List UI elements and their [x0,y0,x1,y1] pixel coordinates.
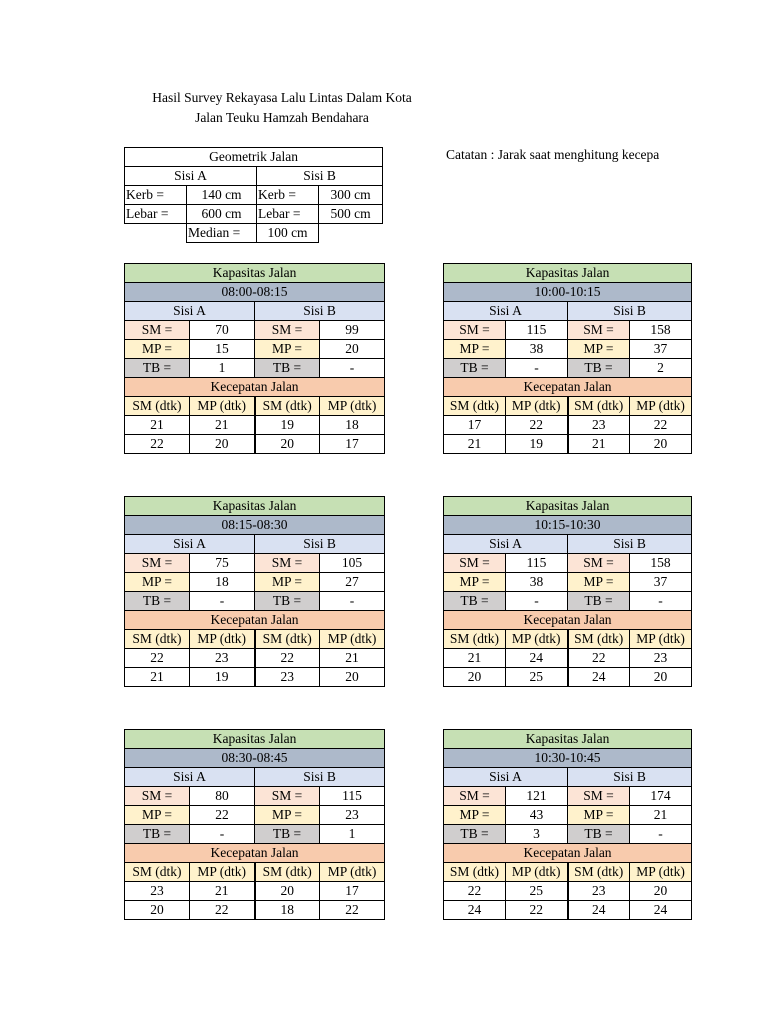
speed-cell: 24 [444,901,506,920]
side-a-header: Sisi A [125,535,255,554]
mp-value-a: 43 [506,806,568,825]
sm-value-a: 75 [190,554,255,573]
kecepatan-header: Kecepatan Jalan [125,844,385,863]
sm-label-b: SM = [568,321,630,340]
speed-cell: 21 [444,435,506,454]
speed-cell: 20 [255,435,320,454]
side-a-header: Sisi A [125,302,255,321]
tb-value-a: - [190,825,255,844]
kapasitas-header: Kapasitas Jalan [444,730,692,749]
sm-dtk-header-a: SM (dtk) [444,863,506,882]
tb-value-b: 2 [630,359,692,378]
mp-value-b: 20 [320,340,385,359]
side-a-header: Sisi A [444,768,568,787]
mp-value-b: 23 [320,806,385,825]
mp-row [125,573,385,592]
mp-label-a: MP = [125,340,190,359]
speed-cell: 21 [190,882,255,901]
mp-label-b: MP = [255,340,320,359]
tb-label-b: TB = [255,825,320,844]
speed-cell: 20 [320,668,385,687]
speed-cell: 23 [568,882,630,901]
speed-cell: 20 [190,435,255,454]
speed-row [125,901,385,920]
speed-row [444,901,692,920]
kecepatan-header: Kecepatan Jalan [125,611,385,630]
mp-row [444,573,692,592]
speed-cell: 22 [125,435,190,454]
kapasitas-header: Kapasitas Jalan [125,497,385,516]
speed-row [125,435,385,454]
geometry-table [124,147,383,243]
mp-dtk-header-a: MP (dtk) [190,630,255,649]
geometry-title: Geometrik Jalan [125,148,383,167]
sm-value-a: 115 [506,554,568,573]
tb-label-a: TB = [125,592,190,611]
sm-row [125,321,385,340]
time-range: 08:15-08:30 [125,516,385,535]
document-title: Hasil Survey Rekayasa Lalu Lintas Dalam Kota [152,90,412,105]
mp-value-a: 38 [506,573,568,592]
sm-label-a: SM = [125,321,190,340]
speed-row [125,649,385,668]
empty-cell [319,224,383,243]
lebar-label-b: Lebar = [257,205,319,224]
sm-dtk-header-b: SM (dtk) [568,397,630,416]
speed-cell: 22 [320,901,385,920]
speed-cell: 18 [320,416,385,435]
speed-cell: 23 [125,882,190,901]
sm-value-b: 105 [320,554,385,573]
speed-row [444,882,692,901]
mp-dtk-header-b: MP (dtk) [320,863,385,882]
kapasitas-header: Kapasitas Jalan [444,497,692,516]
mp-dtk-header-a: MP (dtk) [506,630,568,649]
sm-dtk-header-b: SM (dtk) [568,863,630,882]
side-a-header: Sisi A [444,302,568,321]
sm-value-b: 99 [320,321,385,340]
tb-value-a: - [506,592,568,611]
speed-cell: 22 [630,416,692,435]
sm-dtk-header-b: SM (dtk) [255,863,320,882]
sm-dtk-header-a: SM (dtk) [125,397,190,416]
side-b-header: Sisi B [568,768,692,787]
tb-label-b: TB = [568,592,630,611]
speed-cell: 24 [568,901,630,920]
speed-cell: 23 [568,416,630,435]
kecepatan-header: Kecepatan Jalan [444,378,692,397]
speed-cell: 19 [255,416,320,435]
sm-label-a: SM = [125,787,190,806]
speed-row [125,882,385,901]
tb-value-a: 3 [506,825,568,844]
sm-value-a: 70 [190,321,255,340]
sm-label-b: SM = [568,554,630,573]
sm-dtk-header-b: SM (dtk) [568,630,630,649]
kapasitas-header: Kapasitas Jalan [125,730,385,749]
sm-dtk-header-b: SM (dtk) [255,630,320,649]
speed-cell: 23 [255,668,320,687]
side-a-header: Sisi A [125,768,255,787]
tb-label-a: TB = [444,592,506,611]
speed-cell: 21 [320,649,385,668]
sm-label-b: SM = [255,554,320,573]
mp-dtk-header-b: MP (dtk) [630,630,692,649]
mp-dtk-header-a: MP (dtk) [190,863,255,882]
mp-label-a: MP = [444,573,506,592]
mp-label-b: MP = [255,806,320,825]
mp-label-a: MP = [444,806,506,825]
tb-value-b: 1 [320,825,385,844]
sm-value-b: 174 [630,787,692,806]
tb-value-a: 1 [190,359,255,378]
side-b-header: Sisi B [568,535,692,554]
time-range: 08:30-08:45 [125,749,385,768]
speed-cell: 18 [255,901,320,920]
side-a-header: Sisi A [444,535,568,554]
mp-dtk-header-b: MP (dtk) [630,863,692,882]
mp-dtk-header-a: MP (dtk) [506,863,568,882]
time-range: 08:00-08:15 [125,283,385,302]
tb-value-b: - [630,825,692,844]
sm-label-b: SM = [255,321,320,340]
mp-dtk-header-a: MP (dtk) [190,397,255,416]
tb-row [125,359,385,378]
sm-value-a: 80 [190,787,255,806]
mp-label-b: MP = [255,573,320,592]
sm-value-b: 158 [630,554,692,573]
side-b-header: Sisi B [255,302,385,321]
kerb-label-a: Kerb = [125,186,187,205]
tb-row [125,825,385,844]
tb-value-a: - [506,359,568,378]
tb-label-b: TB = [568,359,630,378]
side-b-header: Sisi B [568,302,692,321]
capacity-table [443,263,692,454]
speed-row [444,416,692,435]
sm-value-a: 121 [506,787,568,806]
time-range: 10:15-10:30 [444,516,692,535]
sm-value-b: 158 [630,321,692,340]
sm-label-a: SM = [444,787,506,806]
mp-dtk-header-b: MP (dtk) [630,397,692,416]
tb-value-b: - [320,592,385,611]
kapasitas-header: Kapasitas Jalan [125,264,385,283]
side-b-header: Sisi B [255,768,385,787]
kecepatan-header: Kecepatan Jalan [125,378,385,397]
sm-label-a: SM = [125,554,190,573]
speed-cell: 24 [506,649,568,668]
lebar-value-a: 600 cm [187,205,257,224]
speed-cell: 21 [444,649,506,668]
sm-label-b: SM = [568,787,630,806]
mp-value-b: 27 [320,573,385,592]
sm-label-b: SM = [255,787,320,806]
tb-label-b: TB = [568,825,630,844]
kecepatan-header: Kecepatan Jalan [444,611,692,630]
sm-dtk-header-a: SM (dtk) [444,397,506,416]
geometry-side-a: Sisi A [125,167,257,186]
speed-cell: 20 [444,668,506,687]
speed-cell: 24 [630,901,692,920]
mp-label-b: MP = [568,340,630,359]
speed-cell: 22 [255,649,320,668]
speed-cell: 25 [506,882,568,901]
speed-cell: 21 [125,668,190,687]
speed-cell: 20 [630,435,692,454]
mp-label-b: MP = [568,806,630,825]
speed-cell: 22 [506,901,568,920]
tb-label-a: TB = [444,825,506,844]
sm-dtk-header-a: SM (dtk) [125,630,190,649]
mp-row [444,340,692,359]
tb-label-b: TB = [255,359,320,378]
sm-value-a: 115 [506,321,568,340]
tb-value-b: - [320,359,385,378]
tb-label-a: TB = [125,359,190,378]
mp-label-a: MP = [125,573,190,592]
kecepatan-header: Kecepatan Jalan [444,844,692,863]
speed-cell: 20 [125,901,190,920]
speed-cell: 20 [630,882,692,901]
speed-cell: 24 [568,668,630,687]
capacity-table [124,263,385,454]
kerb-value-a: 140 cm [187,186,257,205]
capacity-table [443,729,692,920]
speed-cell: 20 [630,668,692,687]
sm-label-a: SM = [444,554,506,573]
mp-value-a: 22 [190,806,255,825]
tb-value-b: - [630,592,692,611]
tb-row [444,825,692,844]
mp-value-b: 21 [630,806,692,825]
tb-label-b: TB = [255,592,320,611]
kerb-value-b: 300 cm [319,186,383,205]
sm-dtk-header-b: SM (dtk) [255,397,320,416]
sm-row [125,787,385,806]
time-range: 10:00-10:15 [444,283,692,302]
speed-cell: 21 [190,416,255,435]
lebar-label-a: Lebar = [125,205,187,224]
speed-cell: 22 [125,649,190,668]
speed-row [125,416,385,435]
speed-cell: 17 [320,882,385,901]
sm-row [444,321,692,340]
speed-cell: 19 [506,435,568,454]
document-subtitle: Jalan Teuku Hamzah Bendahara [195,110,369,125]
kerb-label-b: Kerb = [257,186,319,205]
sm-row [444,787,692,806]
tb-value-a: - [190,592,255,611]
mp-value-b: 37 [630,573,692,592]
mp-value-a: 38 [506,340,568,359]
speed-cell: 22 [444,882,506,901]
mp-row [125,340,385,359]
geometry-side-b: Sisi B [257,167,383,186]
time-range: 10:30-10:45 [444,749,692,768]
capacity-table [124,496,385,687]
mp-dtk-header-b: MP (dtk) [320,630,385,649]
speed-row [444,649,692,668]
sm-row [444,554,692,573]
sm-value-b: 115 [320,787,385,806]
speed-cell: 17 [320,435,385,454]
speed-cell: 21 [568,435,630,454]
mp-label-a: MP = [444,340,506,359]
median-value: 100 cm [257,224,319,243]
lebar-value-b: 500 cm [319,205,383,224]
mp-label-a: MP = [125,806,190,825]
mp-value-b: 37 [630,340,692,359]
tb-label-a: TB = [444,359,506,378]
capacity-table [124,729,385,920]
mp-row [125,806,385,825]
tb-row [444,359,692,378]
speed-cell: 17 [444,416,506,435]
mp-value-a: 18 [190,573,255,592]
median-label: Median = [187,224,257,243]
side-b-header: Sisi B [255,535,385,554]
speed-cell: 22 [190,901,255,920]
sm-dtk-header-a: SM (dtk) [125,863,190,882]
speed-row [125,668,385,687]
mp-label-b: MP = [568,573,630,592]
empty-cell [125,224,187,243]
speed-cell: 25 [506,668,568,687]
note-text: Catatan : Jarak saat menghitung kecepa [446,147,660,162]
speed-cell: 22 [568,649,630,668]
speed-cell: 23 [190,649,255,668]
tb-label-a: TB = [125,825,190,844]
speed-cell: 19 [190,668,255,687]
speed-cell: 22 [506,416,568,435]
speed-cell: 20 [255,882,320,901]
tb-row [125,592,385,611]
speed-row [444,668,692,687]
mp-dtk-header-b: MP (dtk) [320,397,385,416]
speed-row [444,435,692,454]
sm-label-a: SM = [444,321,506,340]
kapasitas-header: Kapasitas Jalan [444,264,692,283]
speed-cell: 23 [630,649,692,668]
speed-cell: 21 [125,416,190,435]
mp-value-a: 15 [190,340,255,359]
sm-row [125,554,385,573]
mp-row [444,806,692,825]
tb-row [444,592,692,611]
sm-dtk-header-a: SM (dtk) [444,630,506,649]
mp-dtk-header-a: MP (dtk) [506,397,568,416]
capacity-table [443,496,692,687]
